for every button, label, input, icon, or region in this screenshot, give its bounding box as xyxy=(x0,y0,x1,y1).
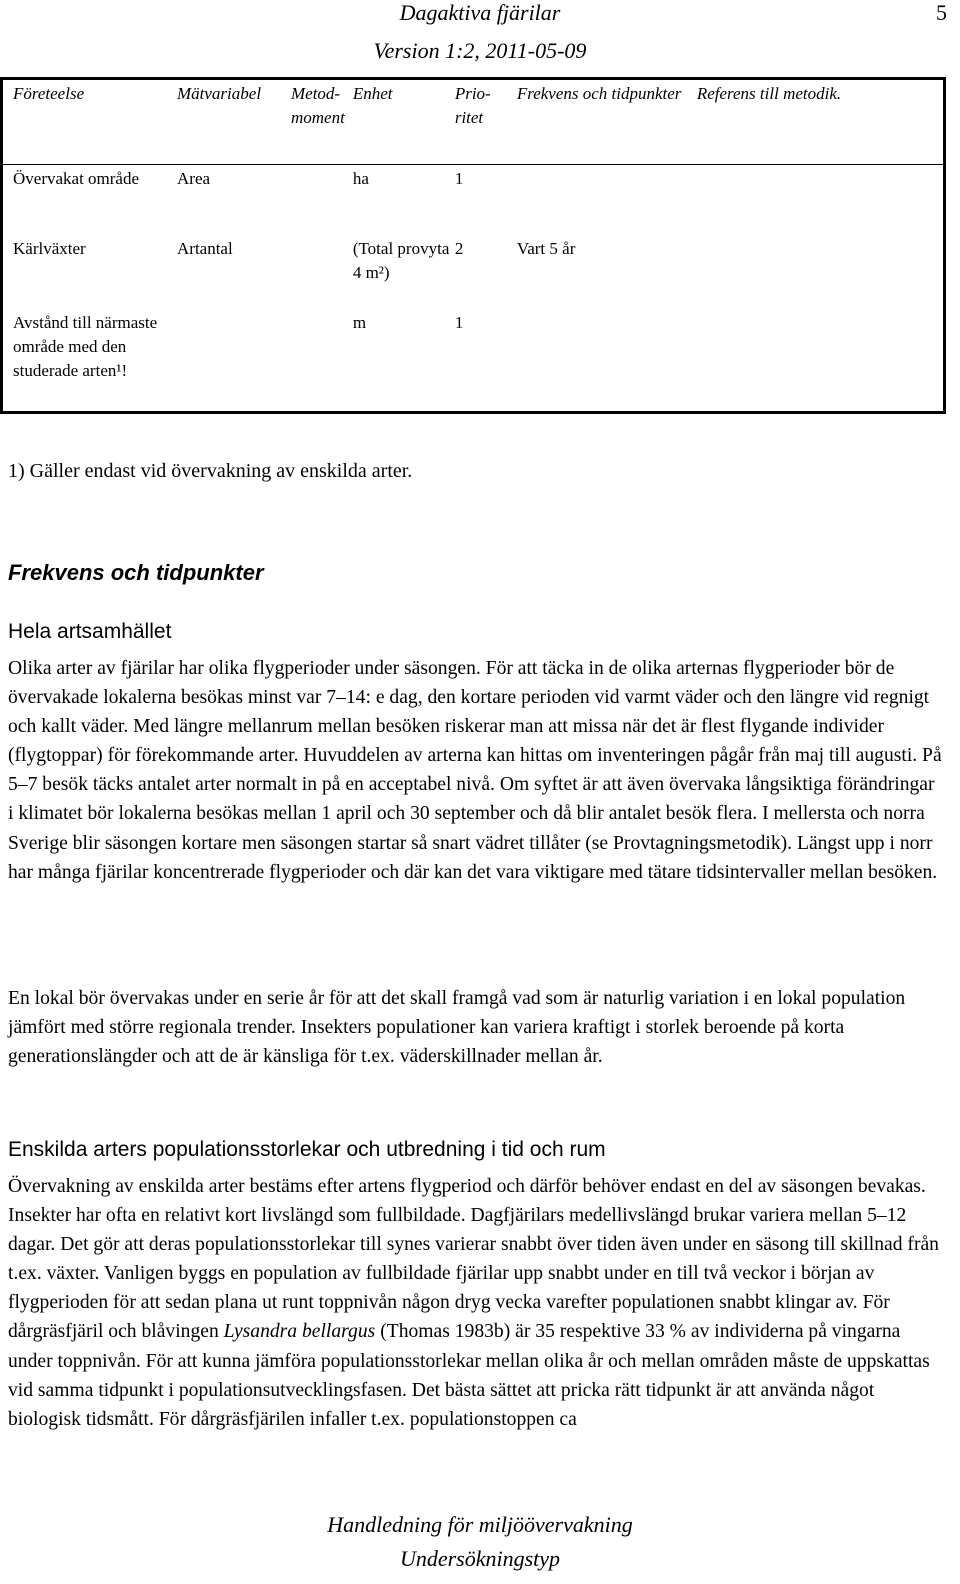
variable-table xyxy=(0,77,946,414)
priority-header-line1: Prio- xyxy=(454,84,491,103)
table-header-row xyxy=(2,79,945,165)
section-title: Frekvens och tidpunkter xyxy=(8,560,264,585)
table-cell xyxy=(171,309,291,413)
paragraph-series: En lokal bör övervakas under en serie år för att det skall framgå vad som är naturlig variation i en lokal population jämfört med större regionala trender. Insekters populationer kan variera kraftigt i storlek beroende på korta generationslängder och att de är känsliga för t.ex. väderskillnader mellan år. xyxy=(8,988,906,1068)
table-cell xyxy=(693,309,945,413)
table-header-cell: Frekvens och tidpunkter xyxy=(511,79,693,165)
table-cell: Artantal xyxy=(177,239,233,258)
priority-header-line2: ritet xyxy=(454,108,484,127)
table-cell xyxy=(291,235,345,309)
page-number: 5 xyxy=(936,0,947,25)
table-cell: 2 xyxy=(454,239,464,258)
table-row xyxy=(2,165,945,236)
footer-survey-type: Undersökningstyp xyxy=(399,1546,561,1571)
document-title: Dagaktiva fjärilar xyxy=(399,0,561,25)
table-cell xyxy=(511,165,693,236)
table-cell xyxy=(291,309,345,413)
table-cell: Area xyxy=(171,165,291,236)
table-header-cell: Mätvariabel xyxy=(171,79,291,165)
paragraph-population-part2: (Thomas 1983b) är 35 respektive 33 % av individerna på vingarna under toppnivån. För att kunna jämföra populationsstorlekar mellan olika år och mellan områden måste de uppskattas vid samma tidpunkt i populationsutvecklingsfasen. Det bästa sättet att pricka rätt tidpunkt är att använda något biologisk tidsmått. För dårgräsfjärilen infaller t.ex. populationstoppen ca xyxy=(8,1321,930,1430)
table-header-cell: Företeelse xyxy=(2,79,172,165)
table-cell: (Total provyta 4 m²) xyxy=(352,239,450,282)
table-header-cell xyxy=(451,79,511,165)
table-cell xyxy=(511,309,693,413)
table-cell xyxy=(693,165,945,236)
table-footnote: 1) Gäller endast vid övervakning av enskilda arter. xyxy=(8,460,413,482)
method-header-line2: moment xyxy=(291,108,345,127)
table-cell xyxy=(693,235,945,309)
subheading-single-species: Enskilda arters populationsstorlekar och utbredning i tid och rum xyxy=(8,1138,606,1161)
species-name: Lysandra bellargus xyxy=(223,1321,376,1343)
table-cell: ha xyxy=(345,165,451,236)
method-header-line1: Metod- xyxy=(291,84,341,103)
table-row xyxy=(2,309,945,413)
paragraph-frequency: Olika arter av fjärilar har olika flygperioder under säsongen. För att täcka in de olika arternas flygperioder bör de övervakade lokalerna besökas minst var 7–14: e dag, den kortare perioden vid varmt väder och den längre vid regnigt och kallt väder. Med längre mellanrum mellan besöken riskerar man att missa när det är flest flygande individer (flygtoppar) för förekommande arter. Huvuddelen av arterna kan hittas om inventeringen pågår från maj till augusti. På 5–7 besök täcks antalet arter normalt in på en acceptabel nivå. Om syftet är att även övervaka långsiktiga förändringar i klimatet bör lokalerna besökas mellan 1 april och 30 september och då blir antalet besök flera. I mellersta och norra Sverige blir säsongen kortare men säsongen startar så snart vädret tillåter (se Provtagningsmetodik). Längst upp i norr har många fjärilar koncentrerade flygperioder och där kan det vara viktigare med tätare tidsintervaller mellan besöken. xyxy=(8,658,942,883)
table-header-cell: Enhet xyxy=(345,79,451,165)
table-cell: Vart 5 år xyxy=(516,239,576,258)
table-header-cell xyxy=(291,79,345,165)
table-cell: Kärlväxter xyxy=(2,235,172,309)
table-cell: Avstånd till närmaste område med den studerade arten¹! xyxy=(2,309,172,413)
document-version: Version 1:2, 2011-05-09 xyxy=(373,38,587,63)
paragraph-population xyxy=(8,1172,944,1434)
table-cell xyxy=(291,165,345,236)
footer-handbook: Handledning för miljöövervakning xyxy=(327,1512,633,1537)
table-header-cell: Referens till metodik. xyxy=(693,79,945,165)
table-cell: 1 xyxy=(451,309,511,413)
table-cell: 1 xyxy=(451,165,511,236)
table-row xyxy=(2,235,945,309)
table-cell: m xyxy=(345,309,451,413)
subheading-whole-community: Hela artsamhället xyxy=(8,620,172,643)
paragraph-population-part1: Övervakning av enskilda arter bestäms efter artens flygperiod och därför behöver endast en del av säsongen bevakas. Insekter har ofta en relativt kort livslängd som fullbildade. Dagfjärilars medellivslängd brukar variera mellan 5–12 dagar. Det gör att deras populationsstorlekar till synes varierar snabbt över tiden även under en säsong till skillnad från t.ex. växter. Vanligen byggs en population av fullbildade fjärilar upp snabbt under en till två veckor i början av flygperioden för att sedan plana ut runt toppnivån någon dryg vecka varefter populationen snabbt klingar av. För dårgräsfjäril och blåvingen xyxy=(8,1176,939,1343)
table-cell: Övervakat område xyxy=(2,165,172,236)
